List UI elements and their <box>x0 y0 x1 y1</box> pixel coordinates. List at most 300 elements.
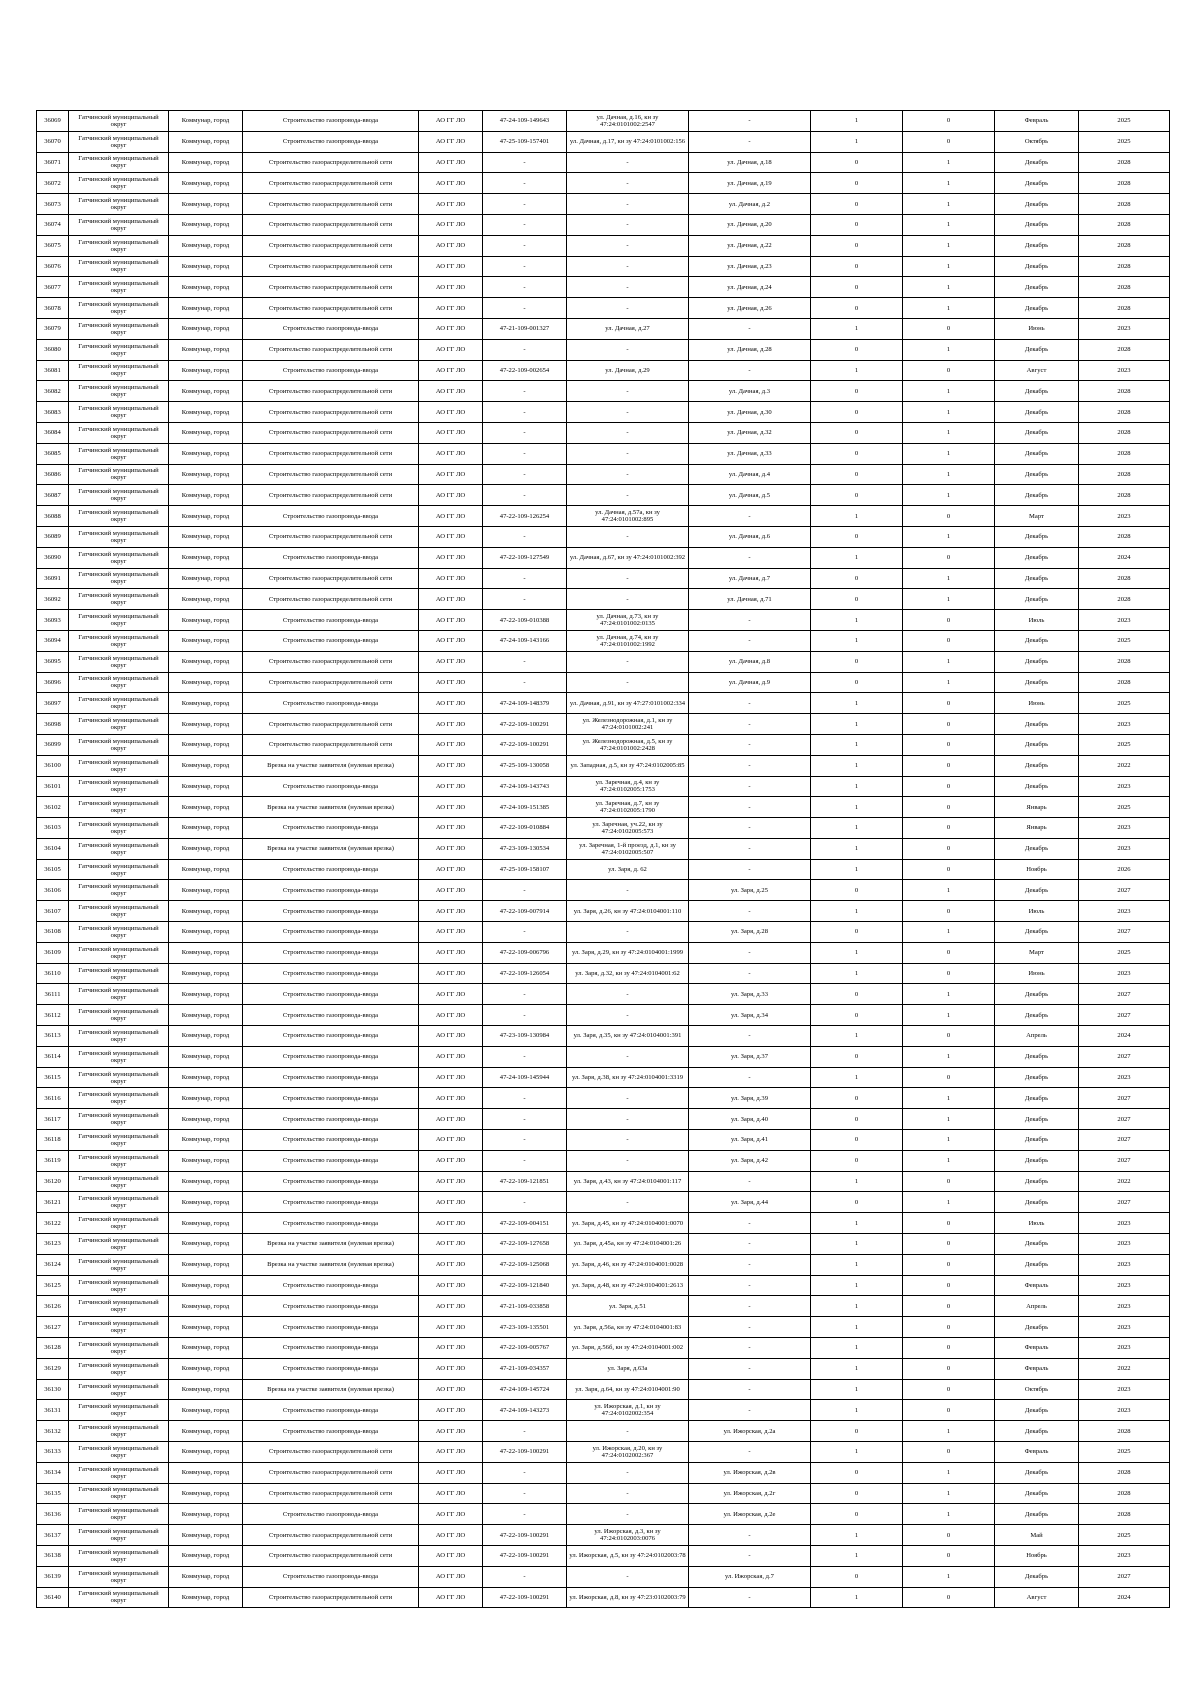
table-row <box>37 1442 1170 1463</box>
count-a-cell: 0 <box>811 443 903 464</box>
count-a-cell: 1 <box>811 963 903 984</box>
org-cell: АО ГГ ЛО <box>419 1421 483 1442</box>
count-b-cell: 0 <box>903 630 995 651</box>
address-cadastral-cell: ул. Заречная, д.7, кн зу 47:24:0102005:1790 <box>567 797 689 818</box>
district-cell: Гатчинский муниципальный округ <box>69 714 169 735</box>
table-row <box>37 506 1170 527</box>
year-cell: 2028 <box>1079 277 1170 298</box>
count-b-cell: 0 <box>903 1213 995 1234</box>
month-cell: Декабрь <box>995 1421 1079 1442</box>
address-cadastral-cell: - <box>567 277 689 298</box>
org-cell: АО ГГ ЛО <box>419 194 483 215</box>
month-cell: Декабрь <box>995 443 1079 464</box>
address-cell: ул. Заря, д.37 <box>689 1046 811 1067</box>
row-number: 36114 <box>37 1046 69 1067</box>
year-cell: 2028 <box>1079 485 1170 506</box>
count-a-cell: 1 <box>811 1525 903 1546</box>
address-cadastral-cell: ул. Ижорская, д.20, кн зу 47:24:0102002:367 <box>567 1442 689 1463</box>
settlement-cell: Коммунар, город <box>169 1566 243 1587</box>
row-number: 36070 <box>37 131 69 152</box>
count-b-cell: 0 <box>903 318 995 339</box>
settlement-cell: Коммунар, город <box>169 464 243 485</box>
year-cell: 2023 <box>1079 1254 1170 1275</box>
tu-number-cell: 47-25-109-157401 <box>483 131 567 152</box>
address-cadastral-cell: - <box>567 672 689 693</box>
tu-number-cell: 47-22-109-010884 <box>483 818 567 839</box>
org-cell: АО ГГ ЛО <box>419 1338 483 1359</box>
district-cell: Гатчинский муниципальный округ <box>69 464 169 485</box>
row-number: 36077 <box>37 277 69 298</box>
count-a-cell: 0 <box>811 651 903 672</box>
settlement-cell: Коммунар, город <box>169 630 243 651</box>
count-b-cell: 0 <box>903 1379 995 1400</box>
count-a-cell: 0 <box>811 152 903 173</box>
settlement-cell: Коммунар, город <box>169 443 243 464</box>
year-cell: 2023 <box>1079 1296 1170 1317</box>
address-cell: ул. Заря, д.41 <box>689 1130 811 1151</box>
district-cell: Гатчинский муниципальный округ <box>69 1234 169 1255</box>
month-cell: Декабрь <box>995 339 1079 360</box>
row-number: 36106 <box>37 880 69 901</box>
org-cell: АО ГГ ЛО <box>419 1275 483 1296</box>
count-a-cell: 0 <box>811 922 903 943</box>
address-cell: - <box>689 1379 811 1400</box>
district-cell: Гатчинский муниципальный округ <box>69 360 169 381</box>
row-number: 36079 <box>37 318 69 339</box>
settlement-cell: Коммунар, город <box>169 1379 243 1400</box>
district-cell: Гатчинский муниципальный округ <box>69 1046 169 1067</box>
tu-number-cell: 47-21-109-001327 <box>483 318 567 339</box>
year-cell: 2026 <box>1079 859 1170 880</box>
address-cadastral-cell: ул. Дачная, д.17, кн зу 47:24:0101002:156 <box>567 131 689 152</box>
work-type-cell: Строительство газопровода-ввода <box>243 1192 419 1213</box>
month-cell: Март <box>995 942 1079 963</box>
table-row <box>37 214 1170 235</box>
year-cell: 2028 <box>1079 651 1170 672</box>
table-row <box>37 610 1170 631</box>
address-cadastral-cell: ул. Заречная, уч.22, кн зу 47:24:0102005:573 <box>567 818 689 839</box>
year-cell: 2028 <box>1079 194 1170 215</box>
month-cell: Декабрь <box>995 1088 1079 1109</box>
row-number: 36130 <box>37 1379 69 1400</box>
year-cell: 2027 <box>1079 1150 1170 1171</box>
table-row <box>37 256 1170 277</box>
count-b-cell: 1 <box>903 256 995 277</box>
count-a-cell: 1 <box>811 838 903 859</box>
address-cadastral-cell: - <box>567 443 689 464</box>
table-row <box>37 194 1170 215</box>
gasification-table <box>36 110 1170 1608</box>
address-cadastral-cell: - <box>567 651 689 672</box>
month-cell: Декабрь <box>995 173 1079 194</box>
table-row <box>37 235 1170 256</box>
count-a-cell: 0 <box>811 589 903 610</box>
table-row <box>37 1275 1170 1296</box>
table-row <box>37 963 1170 984</box>
work-type-cell: Строительство газораспределительной сети <box>243 1483 419 1504</box>
count-a-cell: 0 <box>811 1088 903 1109</box>
table-row <box>37 1192 1170 1213</box>
count-b-cell: 1 <box>903 422 995 443</box>
month-cell: Май <box>995 1525 1079 1546</box>
count-a-cell: 1 <box>811 1296 903 1317</box>
table-row <box>37 734 1170 755</box>
tu-number-cell: 47-24-109-143743 <box>483 776 567 797</box>
address-cadastral-cell: - <box>567 1566 689 1587</box>
table-row <box>37 547 1170 568</box>
settlement-cell: Коммунар, город <box>169 1400 243 1421</box>
work-type-cell: Врезка на участке заявителя (нулевая врезка) <box>243 1234 419 1255</box>
table-row <box>37 776 1170 797</box>
address-cadastral-cell: - <box>567 464 689 485</box>
count-b-cell: 1 <box>903 277 995 298</box>
address-cell: - <box>689 1234 811 1255</box>
tu-number-cell: 47-23-109-130534 <box>483 838 567 859</box>
settlement-cell: Коммунар, город <box>169 693 243 714</box>
org-cell: АО ГГ ЛО <box>419 1046 483 1067</box>
month-cell: Декабрь <box>995 1234 1079 1255</box>
tu-number-cell: 47-25-109-130058 <box>483 755 567 776</box>
org-cell: АО ГГ ЛО <box>419 1545 483 1566</box>
settlement-cell: Коммунар, город <box>169 651 243 672</box>
year-cell: 2027 <box>1079 1046 1170 1067</box>
district-cell: Гатчинский муниципальный округ <box>69 131 169 152</box>
address-cadastral-cell: ул. Ижорская, д.3, кн зу 47:24:0102003:0076 <box>567 1525 689 1546</box>
address-cadastral-cell: - <box>567 214 689 235</box>
month-cell: Декабрь <box>995 485 1079 506</box>
address-cadastral-cell: ул. Заречная, 1-й проезд, д.1, кн зу 47:24:0102005:507 <box>567 838 689 859</box>
settlement-cell: Коммунар, город <box>169 1462 243 1483</box>
tu-number-cell: - <box>483 214 567 235</box>
org-cell: АО ГГ ЛО <box>419 152 483 173</box>
count-b-cell: 0 <box>903 1296 995 1317</box>
address-cadastral-cell: ул. Западная, д.5, кн зу 47:24:0102005:85 <box>567 755 689 776</box>
address-cadastral-cell: ул. Дачная, д.27 <box>567 318 689 339</box>
org-cell: АО ГГ ЛО <box>419 963 483 984</box>
table-row <box>37 1005 1170 1026</box>
month-cell: Декабрь <box>995 1462 1079 1483</box>
address-cell: - <box>689 714 811 735</box>
table-row <box>37 422 1170 443</box>
count-a-cell: 1 <box>811 1254 903 1275</box>
year-cell: 2023 <box>1079 1275 1170 1296</box>
year-cell: 2028 <box>1079 214 1170 235</box>
settlement-cell: Коммунар, город <box>169 1109 243 1130</box>
month-cell: Декабрь <box>995 672 1079 693</box>
settlement-cell: Коммунар, город <box>169 818 243 839</box>
address-cadastral-cell: - <box>567 526 689 547</box>
row-number: 36103 <box>37 818 69 839</box>
district-cell: Гатчинский муниципальный округ <box>69 589 169 610</box>
org-cell: АО ГГ ЛО <box>419 838 483 859</box>
address-cadastral-cell: - <box>567 984 689 1005</box>
month-cell: Декабрь <box>995 922 1079 943</box>
count-b-cell: 1 <box>903 1046 995 1067</box>
address-cadastral-cell: ул. Заря, д.26, кн зу 47:24:0104001:110 <box>567 901 689 922</box>
row-number: 36116 <box>37 1088 69 1109</box>
tu-number-cell: 47-22-109-121840 <box>483 1275 567 1296</box>
count-b-cell: 1 <box>903 339 995 360</box>
work-type-cell: Строительство газораспределительной сети <box>243 734 419 755</box>
address-cadastral-cell: ул. Дачная, д.67, кн зу 47:24:0101002:392 <box>567 547 689 568</box>
year-cell: 2025 <box>1079 1525 1170 1546</box>
settlement-cell: Коммунар, город <box>169 1026 243 1047</box>
district-cell: Гатчинский муниципальный округ <box>69 1462 169 1483</box>
settlement-cell: Коммунар, город <box>169 1130 243 1151</box>
address-cell: - <box>689 859 811 880</box>
address-cell: - <box>689 1213 811 1234</box>
table-row <box>37 1171 1170 1192</box>
count-a-cell: 1 <box>811 131 903 152</box>
tu-number-cell: 47-22-109-127658 <box>483 1234 567 1255</box>
district-cell: Гатчинский муниципальный округ <box>69 1109 169 1130</box>
month-cell: Март <box>995 506 1079 527</box>
year-cell: 2023 <box>1079 1317 1170 1338</box>
tu-number-cell: - <box>483 589 567 610</box>
address-cell: - <box>689 1275 811 1296</box>
address-cadastral-cell: ул. Ижорская, д.5, кн зу 47:24:0102003:78 <box>567 1545 689 1566</box>
work-type-cell: Врезка на участке заявителя (нулевая врезка) <box>243 797 419 818</box>
settlement-cell: Коммунар, город <box>169 714 243 735</box>
tu-number-cell: - <box>483 152 567 173</box>
org-cell: АО ГГ ЛО <box>419 1109 483 1130</box>
year-cell: 2028 <box>1079 173 1170 194</box>
district-cell: Гатчинский муниципальный округ <box>69 485 169 506</box>
org-cell: АО ГГ ЛО <box>419 1171 483 1192</box>
district-cell: Гатчинский муниципальный округ <box>69 1192 169 1213</box>
month-cell: Декабрь <box>995 526 1079 547</box>
count-b-cell: 0 <box>903 1317 995 1338</box>
table-row <box>37 152 1170 173</box>
count-a-cell: 0 <box>811 880 903 901</box>
work-type-cell: Строительство газопровода-ввода <box>243 1317 419 1338</box>
org-cell: АО ГГ ЛО <box>419 1088 483 1109</box>
month-cell: Декабрь <box>995 630 1079 651</box>
address-cadastral-cell: - <box>567 173 689 194</box>
year-cell: 2028 <box>1079 568 1170 589</box>
month-cell: Июль <box>995 610 1079 631</box>
address-cadastral-cell: ул. Заря, д.51 <box>567 1296 689 1317</box>
count-b-cell: 0 <box>903 714 995 735</box>
address-cell: - <box>689 506 811 527</box>
month-cell: Декабрь <box>995 984 1079 1005</box>
month-cell: Декабрь <box>995 1130 1079 1151</box>
settlement-cell: Коммунар, город <box>169 568 243 589</box>
district-cell: Гатчинский муниципальный округ <box>69 880 169 901</box>
count-a-cell: 0 <box>811 1421 903 1442</box>
org-cell: АО ГГ ЛО <box>419 111 483 132</box>
tu-number-cell: 47-24-109-145944 <box>483 1067 567 1088</box>
row-number: 36091 <box>37 568 69 589</box>
count-b-cell: 1 <box>903 152 995 173</box>
month-cell: Декабрь <box>995 277 1079 298</box>
count-a-cell: 1 <box>811 1545 903 1566</box>
address-cell: - <box>689 942 811 963</box>
work-type-cell: Строительство газопровода-ввода <box>243 859 419 880</box>
tu-number-cell: 47-22-109-100291 <box>483 1442 567 1463</box>
settlement-cell: Коммунар, город <box>169 1213 243 1234</box>
month-cell: Декабрь <box>995 1483 1079 1504</box>
address-cell: - <box>689 734 811 755</box>
tu-number-cell: - <box>483 235 567 256</box>
district-cell: Гатчинский муниципальный округ <box>69 298 169 319</box>
address-cadastral-cell: ул. Заря, д.35, кн зу 47:24:0104001:391 <box>567 1026 689 1047</box>
row-number: 36100 <box>37 755 69 776</box>
org-cell: АО ГГ ЛО <box>419 1379 483 1400</box>
tu-number-cell: - <box>483 194 567 215</box>
address-cell: - <box>689 1338 811 1359</box>
settlement-cell: Коммунар, город <box>169 610 243 631</box>
settlement-cell: Коммунар, город <box>169 1234 243 1255</box>
address-cadastral-cell: ул. Заречная, д.4, кн зу 47:24:0102005:1753 <box>567 776 689 797</box>
district-cell: Гатчинский муниципальный округ <box>69 152 169 173</box>
district-cell: Гатчинский муниципальный округ <box>69 610 169 631</box>
work-type-cell: Строительство газораспределительной сети <box>243 672 419 693</box>
address-cadastral-cell: - <box>567 1421 689 1442</box>
count-b-cell: 1 <box>903 1130 995 1151</box>
month-cell: Декабрь <box>995 714 1079 735</box>
settlement-cell: Коммунар, город <box>169 734 243 755</box>
district-cell: Гатчинский муниципальный округ <box>69 339 169 360</box>
month-cell: Июль <box>995 901 1079 922</box>
count-a-cell: 1 <box>811 797 903 818</box>
work-type-cell: Строительство газопровода-ввода <box>243 360 419 381</box>
work-type-cell: Строительство газораспределительной сети <box>243 256 419 277</box>
month-cell: Февраль <box>995 1338 1079 1359</box>
table-row <box>37 402 1170 423</box>
table-row <box>37 464 1170 485</box>
tu-number-cell: - <box>483 1566 567 1587</box>
settlement-cell: Коммунар, город <box>169 672 243 693</box>
address-cell: ул. Заря, д.25 <box>689 880 811 901</box>
year-cell: 2022 <box>1079 1171 1170 1192</box>
district-cell: Гатчинский муниципальный округ <box>69 256 169 277</box>
year-cell: 2027 <box>1079 1130 1170 1151</box>
table-row <box>37 755 1170 776</box>
address-cadastral-cell: - <box>567 568 689 589</box>
address-cadastral-cell: ул. Дачная, д.74, кн зу 47:24:0101002:1992 <box>567 630 689 651</box>
tu-number-cell: 47-23-109-130984 <box>483 1026 567 1047</box>
month-cell: Июнь <box>995 963 1079 984</box>
address-cell: ул. Заря, д.40 <box>689 1109 811 1130</box>
table-row <box>37 942 1170 963</box>
work-type-cell: Строительство газораспределительной сети <box>243 402 419 423</box>
settlement-cell: Коммунар, город <box>169 1005 243 1026</box>
settlement-cell: Коммунар, город <box>169 422 243 443</box>
work-type-cell: Строительство газопровода-ввода <box>243 1026 419 1047</box>
work-type-cell: Врезка на участке заявителя (нулевая врезка) <box>243 1254 419 1275</box>
address-cadastral-cell: ул. Ижорская, д.8, кн зу 47:23:0102003:79 <box>567 1587 689 1608</box>
work-type-cell: Строительство газопровода-ввода <box>243 1421 419 1442</box>
year-cell: 2028 <box>1079 422 1170 443</box>
count-b-cell: 1 <box>903 1005 995 1026</box>
address-cell: - <box>689 1254 811 1275</box>
count-b-cell: 0 <box>903 797 995 818</box>
table-row <box>37 1109 1170 1130</box>
address-cell: - <box>689 901 811 922</box>
district-cell: Гатчинский муниципальный округ <box>69 734 169 755</box>
year-cell: 2023 <box>1079 1338 1170 1359</box>
address-cell: ул. Ижорская, д.2в <box>689 1462 811 1483</box>
address-cadastral-cell: - <box>567 589 689 610</box>
row-number: 36088 <box>37 506 69 527</box>
address-cadastral-cell: ул. Заря, д.63а <box>567 1358 689 1379</box>
district-cell: Гатчинский муниципальный округ <box>69 776 169 797</box>
year-cell: 2024 <box>1079 547 1170 568</box>
address-cadastral-cell: - <box>567 1150 689 1171</box>
month-cell: Февраль <box>995 111 1079 132</box>
settlement-cell: Коммунар, город <box>169 838 243 859</box>
count-a-cell: 1 <box>811 776 903 797</box>
row-number: 36104 <box>37 838 69 859</box>
month-cell: Ноябрь <box>995 859 1079 880</box>
tu-number-cell: - <box>483 880 567 901</box>
org-cell: АО ГГ ЛО <box>419 1587 483 1608</box>
count-b-cell: 1 <box>903 880 995 901</box>
settlement-cell: Коммунар, город <box>169 1483 243 1504</box>
count-a-cell: 0 <box>811 402 903 423</box>
year-cell: 2025 <box>1079 131 1170 152</box>
month-cell: Февраль <box>995 1358 1079 1379</box>
settlement-cell: Коммунар, город <box>169 1192 243 1213</box>
month-cell: Июнь <box>995 693 1079 714</box>
count-b-cell: 0 <box>903 776 995 797</box>
address-cell: ул. Дачная, д.28 <box>689 339 811 360</box>
district-cell: Гатчинский муниципальный округ <box>69 838 169 859</box>
year-cell: 2024 <box>1079 1587 1170 1608</box>
address-cell: ул. Дачная, д.23 <box>689 256 811 277</box>
count-b-cell: 0 <box>903 1545 995 1566</box>
tu-number-cell: - <box>483 1192 567 1213</box>
count-a-cell: 0 <box>811 277 903 298</box>
year-cell: 2027 <box>1079 1109 1170 1130</box>
work-type-cell: Строительство газораспределительной сети <box>243 485 419 506</box>
year-cell: 2023 <box>1079 1545 1170 1566</box>
org-cell: АО ГГ ЛО <box>419 797 483 818</box>
year-cell: 2025 <box>1079 111 1170 132</box>
address-cell: ул. Заря, д.34 <box>689 1005 811 1026</box>
district-cell: Гатчинский муниципальный округ <box>69 1525 169 1546</box>
district-cell: Гатчинский муниципальный округ <box>69 1275 169 1296</box>
settlement-cell: Коммунар, город <box>169 859 243 880</box>
year-cell: 2027 <box>1079 1566 1170 1587</box>
tu-number-cell: 47-22-109-126254 <box>483 506 567 527</box>
work-type-cell: Строительство газораспределительной сети <box>243 464 419 485</box>
count-a-cell: 0 <box>811 194 903 215</box>
settlement-cell: Коммунар, город <box>169 1317 243 1338</box>
month-cell: Декабрь <box>995 547 1079 568</box>
org-cell: АО ГГ ЛО <box>419 1504 483 1525</box>
address-cell: ул. Ижорская, д.2г <box>689 1483 811 1504</box>
year-cell: 2027 <box>1079 984 1170 1005</box>
row-number: 36122 <box>37 1213 69 1234</box>
district-cell: Гатчинский муниципальный округ <box>69 1296 169 1317</box>
settlement-cell: Коммунар, город <box>169 214 243 235</box>
work-type-cell: Строительство газопровода-ввода <box>243 1358 419 1379</box>
table-row <box>37 1254 1170 1275</box>
address-cadastral-cell: - <box>567 1483 689 1504</box>
row-number: 36087 <box>37 485 69 506</box>
table-row <box>37 339 1170 360</box>
count-a-cell: 1 <box>811 714 903 735</box>
tu-number-cell: 47-22-109-100291 <box>483 1525 567 1546</box>
address-cadastral-cell: - <box>567 1046 689 1067</box>
district-cell: Гатчинский муниципальный округ <box>69 402 169 423</box>
address-cell: ул. Заря, д.28 <box>689 922 811 943</box>
count-b-cell: 1 <box>903 1566 995 1587</box>
year-cell: 2023 <box>1079 901 1170 922</box>
address-cell: - <box>689 1442 811 1463</box>
